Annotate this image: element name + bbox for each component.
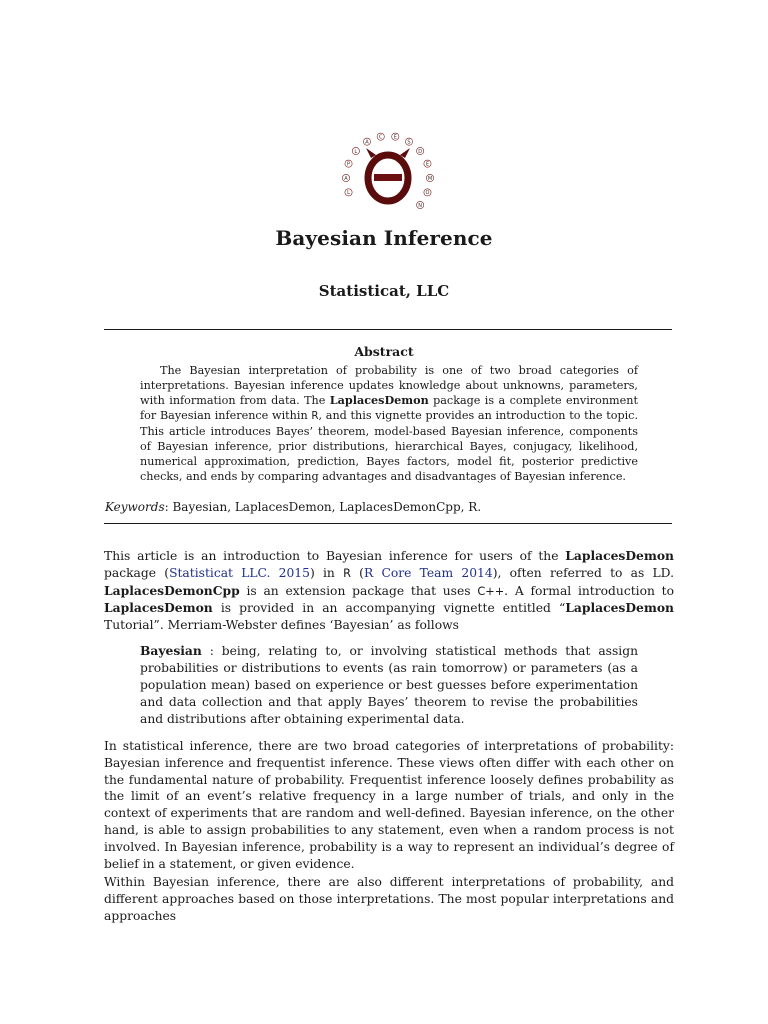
definition-quote xyxy=(140,642,638,728)
definition-text: : being, relating to, or involving statistical methods that assign probabilities or distributions to events (as rain tomorrow) or parameters (as a population mean) based on experience or best guesses before experimentation and data collection and that apply Bayes’ theorem to revise the probabilities and distributions after obtaining experimental data. xyxy=(140,644,638,726)
abstract-part: package is a complete environment for Bayesian inference within xyxy=(140,394,638,422)
paper-author: Statisticat, LLC xyxy=(318,282,450,300)
abstract-heading: Abstract xyxy=(354,344,414,359)
package-name: LaplacesDemon xyxy=(565,600,674,616)
text-run: ( xyxy=(350,565,364,580)
package-name: LaplacesDemonCpp xyxy=(104,582,240,598)
logo-letter: S xyxy=(407,139,411,146)
text-run: Tutorial”. Merriam-Webster defines ‘Bayesian’ as follows xyxy=(104,618,459,633)
logo-letter: E xyxy=(425,161,430,168)
paper-title: Bayesian Inference xyxy=(275,226,493,250)
definition-term: Bayesian xyxy=(140,643,202,658)
logo-letter: O xyxy=(425,190,430,197)
package-name: LaplacesDemon xyxy=(329,393,429,407)
keywords-text: : Bayesian, LaplacesDemon, LaplacesDemonCpp, R. xyxy=(164,500,482,514)
bottom-rule xyxy=(104,523,672,524)
top-rule xyxy=(104,329,672,330)
abstract-text xyxy=(140,363,638,484)
paragraph-interpretations: In statistical inference, there are two broad categories of interpretations of probability: Bayesian inference and frequentist inference. These views often differ with each other on the fundamental nature of probability. Frequentist inference loosely defines probability as the limit of an event’s relative frequency in a large number of trials, and only in the context of experiments that are random and well-defined. Bayesian inference, on the other hand, is able to assign probabilities to any statement, even when a random process is not involved. In Bayesian inference, probability is a way to represent an individual’s degree of belief in a statement, or given evidence. xyxy=(104,739,674,871)
logo-letter: N xyxy=(418,202,423,209)
intro-paragraph xyxy=(104,548,674,634)
logo-letter-ring xyxy=(342,133,433,209)
logo-letter: L xyxy=(354,148,358,155)
text-run: ) in xyxy=(309,565,344,580)
package-name: LaplacesDemon xyxy=(565,548,674,563)
logo-letter: L xyxy=(347,190,350,197)
text-run: ), often referred to as LD. xyxy=(492,565,675,580)
text-run: This article is an introduction to Bayesian inference for users of the xyxy=(104,549,566,563)
laplacesdemon-logo xyxy=(338,128,438,224)
r-language-name: R xyxy=(311,410,319,422)
abstract-part: The Bayesian interpretation of probability is one of two broad categories of interpretations. Bayesian inference updates knowledge about unknowns, parameters, with information from data. The xyxy=(140,364,638,407)
paragraph-within-bayesian: Within Bayesian inference, there are also different interpretations of probability, and different approaches based on those interpretations. The most popular interpretations and approaches xyxy=(104,875,674,923)
abstract-part: , and this vignette provides an introduction to the topic. This article introduces Bayes’ theorem, model-based Bayesian inference, components of Bayesian inference, prior distributions, hierarchical Bayes, conjugacy, likelihood, numerical approximation, prediction, Bayes factors, model fit, posterior predictive checks, and ends by comparing advantages and disadvantages of Bayesian inference. xyxy=(140,409,639,483)
keywords-label: Keywords xyxy=(105,500,165,514)
text-run: is provided in an accompanying vignette entitled “ xyxy=(212,601,566,616)
package-name: LaplacesDemon xyxy=(104,600,213,616)
citation-link[interactable]: Statisticat LLC. 2015 xyxy=(169,565,310,580)
logo-letter: A xyxy=(344,175,348,182)
logo-letter: D xyxy=(418,148,423,155)
logo-letter: P xyxy=(347,161,351,168)
logo-letter: M xyxy=(427,175,433,182)
theta-bar-icon xyxy=(374,174,402,181)
text-run: package ( xyxy=(104,565,170,580)
text-run: is an extension package that uses xyxy=(239,583,478,598)
keywords-line xyxy=(105,500,673,514)
citation-link[interactable]: R Core Team 2014 xyxy=(363,565,493,580)
r-language-name: R xyxy=(343,566,351,580)
logo-letter: C xyxy=(378,134,383,141)
text-run: . A formal introduction to xyxy=(504,583,675,598)
logo-letter: A xyxy=(365,139,369,146)
cpp-language-name: C++ xyxy=(477,584,505,598)
logo-letter: E xyxy=(393,134,397,141)
